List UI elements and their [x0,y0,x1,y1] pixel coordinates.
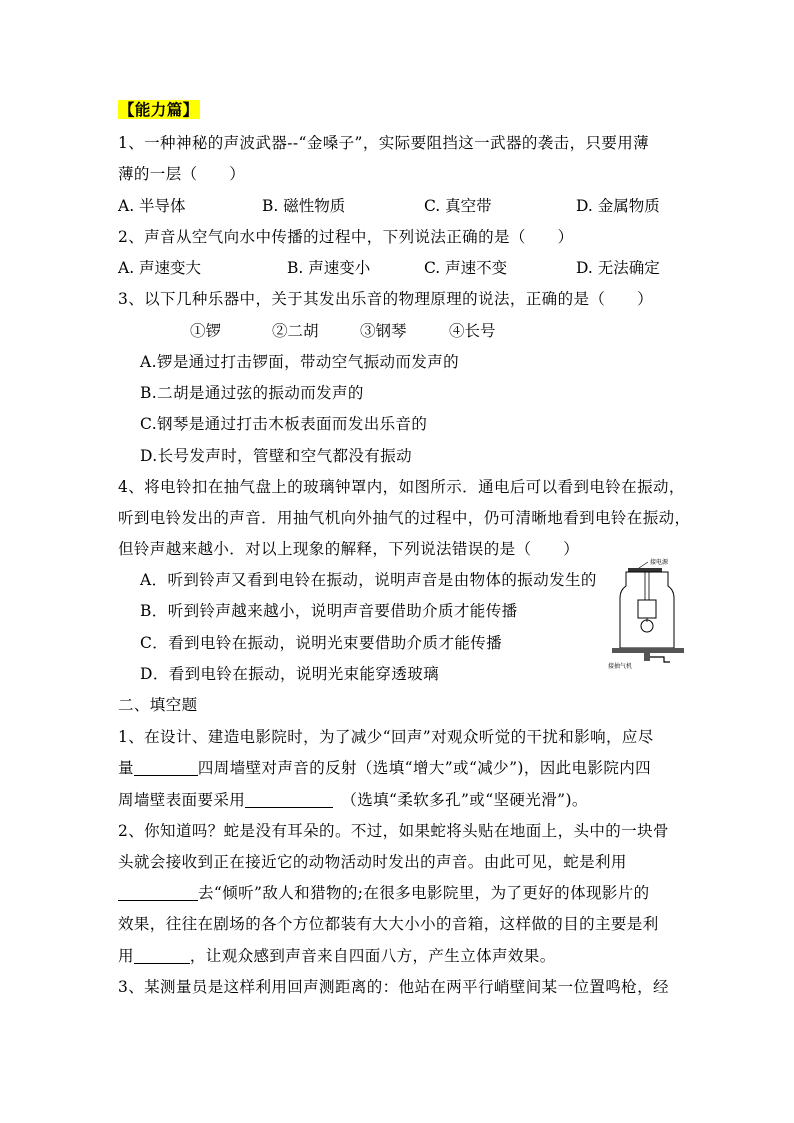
f1-blank-2[interactable] [245,791,333,808]
f1-blank-1[interactable] [134,759,198,776]
q1-option-a: A. 半导体 [118,197,186,215]
q1-option-c: C. 真空带 [424,197,492,215]
f2-line1: 2、你知道吗？蛇是没有耳朵的。不过，如果蛇将头贴在地面上，头中的一块骨 [118,822,669,840]
f1-line3-end: （选填“柔软多孔”或“坚硬光滑”)。 [349,791,588,809]
q2-option-c: C. 声速不变 [424,259,508,277]
q2-line1: 2、声音从空气向水中传播的过程中，下列说法正确的是（ ） [118,228,574,246]
q3-instrument-2: ②二胡 [272,322,319,340]
figure-label-pump: 接抽气机 [608,664,633,670]
section-title-label: 【能力篇】 [119,100,199,119]
f1-line2-start: 量 [118,759,134,777]
q4-option-b: B．听到铃声越来越小，说明声音要借助介质才能传播 [140,602,518,620]
q4-option-a: A．听到铃声又看到电铃在振动，说明声音是由物体的振动发生的 [140,571,597,589]
q3-option-d: D.长号发声时，管壁和空气都没有振动 [140,447,413,465]
f1-line2-end: 四周墙壁对声音的反射（选填“增大”或“减少”)，因此电影院内四 [197,759,652,777]
q2-option-a: A. 声速变大 [118,259,202,277]
f2-line5-end: ，让观众感到声音来自四面八方，产生立体声效果。 [189,947,556,965]
figure-label-power: 接电源 [650,560,669,566]
f2-blank-1[interactable] [118,884,198,901]
q3-line1: 3、以下几种乐器中，关于其发出乐音的物理原理的说法，正确的是（ ） [118,290,653,308]
f3-line1: 3、某测量员是这样利用回声测距离的：他站在两平行峭壁间某一位置鸣枪，经 [118,978,669,996]
f2-line3-end: 去“倾听”敌人和猎物的;在很多电影院里，为了更好的体现影片的 [198,884,650,902]
q4-line2: 听到电铃发出的声音．用抽气机向外抽气的过程中，仍可清晰地看到电铃在振动， [118,509,691,527]
q3-option-b: B.二胡是通过弦的振动而发声的 [140,384,364,402]
q4-line1: 4、将电铃扣在抽气盘上的玻璃钟罩内，如图所示．通电后可以看到电铃在振动， [118,478,685,496]
q1-option-b: B. 磁性物质 [262,197,346,215]
q3-instrument-1: ①锣 [190,322,222,340]
bell-icon [638,600,656,618]
q3-option-c: C.钢琴是通过打击木板表面而发出乐音的 [140,415,428,433]
q4-option-d: D．看到电铃在振动，说明光束能穿透玻璃 [140,665,440,683]
f1-line2 [118,758,651,778]
q1-line1: 1、一种神秘的声波武器--“金嗓子”，实际要阻挡这一武器的袭击，只要用薄 [118,134,650,152]
stopper-icon [628,568,662,572]
q1-line2: 薄的一层（ ） [118,165,246,183]
q2-option-d: D. 无法确定 [576,259,660,277]
bell-jar-figure [608,556,694,672]
bell-jar-diagram [608,556,694,672]
f2-line2: 头就会接收到正在接近它的动物活动时发出的声音。由此可见，蛇是利用 [118,853,627,871]
section-title [118,100,200,120]
q3-instrument-3: ③钢琴 [360,322,407,340]
f1-line1: 1、在设计、建造电影院时，为了减少“回声”对观众听觉的干扰和影响，应尽 [118,728,654,746]
f2-blank-2[interactable] [134,947,190,964]
q2-option-b: B. 声速变小 [287,259,371,277]
q4-option-c: C．看到电铃在振动，说明光束要借助介质才能传播 [140,634,503,652]
f1-line3-start: 周墙壁表面要采用 [118,791,246,809]
f2-line5-start: 用 [118,947,134,965]
q3-instrument-4: ④长号 [449,322,496,340]
q4-line3: 但铃声越来越小．对以上现象的解释，下列说法错误的是（ ） [118,540,580,558]
q3-option-a: A.锣是通过打击锣面，带动空气振动而发声的 [140,353,460,371]
q1-option-d: D. 金属物质 [576,197,660,215]
f2-line5 [118,946,556,966]
f2-line4: 效果，往往在剧场的各个方位都装有大大小小的音箱，这样做的目的主要是利 [118,915,659,933]
f2-line3 [118,883,650,903]
vacuum-plate-icon [612,648,684,653]
fill-section-title: 二、填空题 [118,696,198,714]
f1-line3 [118,790,588,810]
